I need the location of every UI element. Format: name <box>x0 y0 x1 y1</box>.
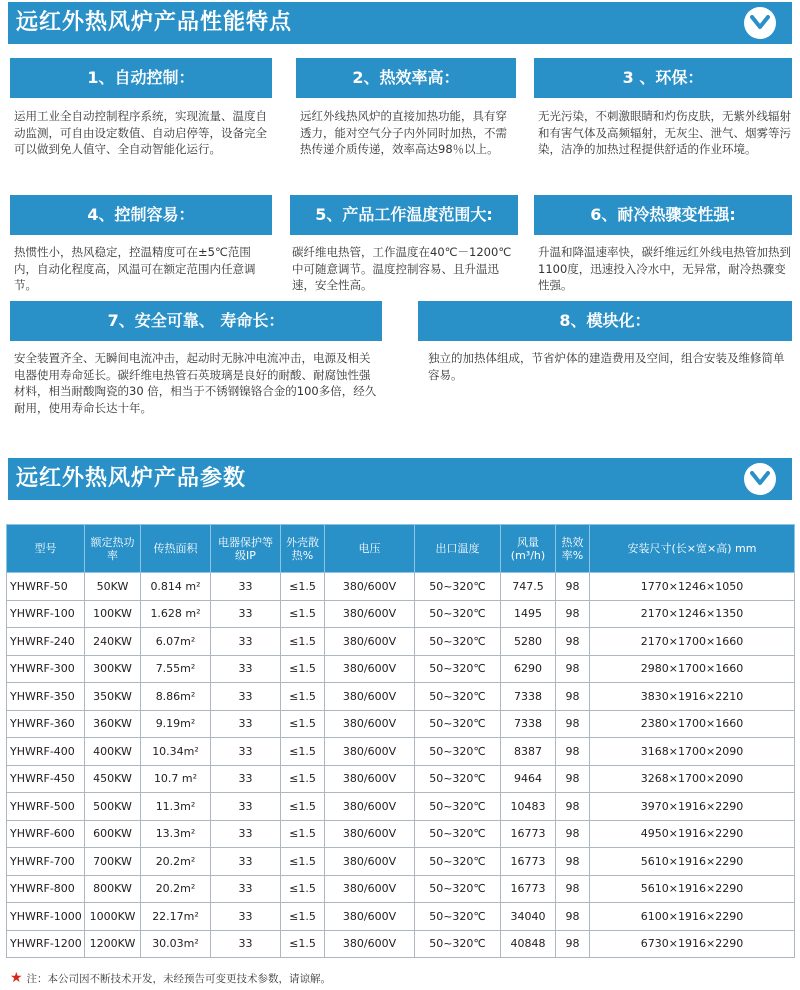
parameters-section-title: 远红外热风炉产品参数 <box>16 466 247 491</box>
table-row <box>7 765 795 793</box>
table-cell: 3268×1700×2090 <box>590 765 795 793</box>
table-cell: 98 <box>556 738 590 766</box>
table-cell: 1.628 m² <box>141 600 211 628</box>
column-header: 安装尺寸(长×宽×高) mm <box>590 525 795 573</box>
table-cell: 380/600V <box>325 710 415 738</box>
table-cell: 100KW <box>85 600 141 628</box>
feature-4-head: 4、控制容易： <box>10 195 272 235</box>
column-header: 传热面积 <box>141 525 211 573</box>
table-cell: 33 <box>211 848 281 876</box>
table-cell: 50~320℃ <box>415 738 501 766</box>
table-cell: 33 <box>211 820 281 848</box>
table-cell: 380/600V <box>325 573 415 601</box>
parameters-table <box>6 524 795 958</box>
column-header: 额定热功率 <box>85 525 141 573</box>
table-cell: 1200KW <box>85 930 141 958</box>
table-cell: ≤1.5 <box>281 848 325 876</box>
table-cell: 11.3m² <box>141 793 211 821</box>
table-cell: 8.86m² <box>141 683 211 711</box>
table-row <box>7 655 795 683</box>
table-row <box>7 793 795 821</box>
feature-4-body: 热惯性小，热风稳定，控温精度可在±5℃范围内，自动化程度高，风温可在额定范围内任意调节。 <box>14 245 256 292</box>
table-cell: 98 <box>556 628 590 656</box>
table-cell: 98 <box>556 765 590 793</box>
table-cell: 400KW <box>85 738 141 766</box>
table-cell: 380/600V <box>325 628 415 656</box>
table-cell: 50~320℃ <box>415 875 501 903</box>
feature-8-head: 8、模块化： <box>418 301 792 341</box>
feature-5-body: 碳纤维电热管，工作温度在40℃－1200℃中可随意调节。温度控制容易、且升温迅速，安全性高。 <box>292 245 512 292</box>
table-cell: 50~320℃ <box>415 573 501 601</box>
table-cell: 50~320℃ <box>415 793 501 821</box>
table-cell: 98 <box>556 573 590 601</box>
table-cell: YHWRF-1000 <box>7 903 85 931</box>
table-cell: 380/600V <box>325 655 415 683</box>
table-cell: YHWRF-700 <box>7 848 85 876</box>
table-cell: 13.3m² <box>141 820 211 848</box>
table-cell: 98 <box>556 600 590 628</box>
table-row <box>7 628 795 656</box>
table-cell: 240KW <box>85 628 141 656</box>
table-cell: ≤1.5 <box>281 875 325 903</box>
feature-1-body: 运用工业全自动控制程序系统，实现流量、温度自动监测，可自由设定数值、自动启停等，设备完全可以做到免人值守、全自动智能化运行。 <box>14 109 267 156</box>
table-cell: 50~320℃ <box>415 710 501 738</box>
table-cell: 380/600V <box>325 683 415 711</box>
table-cell: 3168×1700×2090 <box>590 738 795 766</box>
table-cell: 22.17m² <box>141 903 211 931</box>
table-cell: 33 <box>211 793 281 821</box>
table-cell: 1495 <box>501 600 556 628</box>
feature-3-body: 无光污染，不刺激眼睛和灼伤皮肤，无紫外线辐射和有害气体及高频辐射，无灰尘、泄气、烟雾等污染，洁净的加热过程提供舒适的作业环境。 <box>538 109 791 156</box>
table-cell: 380/600V <box>325 820 415 848</box>
table-cell: 380/600V <box>325 738 415 766</box>
table-cell: 380/600V <box>325 793 415 821</box>
table-cell: 34040 <box>501 903 556 931</box>
table-cell: 10.7 m² <box>141 765 211 793</box>
table-cell: 7338 <box>501 710 556 738</box>
table-cell: 98 <box>556 848 590 876</box>
features-section-title: 远红外热风炉产品性能特点 <box>16 10 293 35</box>
feature-5-head: 5、产品工作温度范围大: <box>290 195 518 235</box>
table-cell: 50KW <box>85 573 141 601</box>
table-cell: 9464 <box>501 765 556 793</box>
table-cell: 98 <box>556 930 590 958</box>
table-cell: 33 <box>211 765 281 793</box>
table-cell: 2380×1700×1660 <box>590 710 795 738</box>
table-cell: 50~320℃ <box>415 655 501 683</box>
table-cell: 98 <box>556 793 590 821</box>
table-row <box>7 600 795 628</box>
table-cell: 98 <box>556 903 590 931</box>
table-cell: ≤1.5 <box>281 765 325 793</box>
table-cell: ≤1.5 <box>281 820 325 848</box>
table-cell: 380/600V <box>325 875 415 903</box>
table-cell: 360KW <box>85 710 141 738</box>
column-header: 出口温度 <box>415 525 501 573</box>
table-cell: 8387 <box>501 738 556 766</box>
features-section-banner <box>8 2 792 44</box>
table-cell: 33 <box>211 573 281 601</box>
table-body <box>7 573 795 958</box>
table-cell: 50~320℃ <box>415 628 501 656</box>
table-cell: 33 <box>211 628 281 656</box>
expand-parameters-button[interactable] <box>744 463 776 495</box>
table-cell: 50~320℃ <box>415 600 501 628</box>
table-cell: ≤1.5 <box>281 683 325 711</box>
table-cell: YHWRF-50 <box>7 573 85 601</box>
table-cell: 10.34m² <box>141 738 211 766</box>
table-row <box>7 683 795 711</box>
table-cell: YHWRF-450 <box>7 765 85 793</box>
table-cell: 800KW <box>85 875 141 903</box>
table-cell: YHWRF-400 <box>7 738 85 766</box>
table-cell: 33 <box>211 738 281 766</box>
column-header: 型号 <box>7 525 85 573</box>
chevron-down-icon <box>750 15 770 31</box>
table-row <box>7 820 795 848</box>
table-row <box>7 875 795 903</box>
feature-2-head: 2、热效率高： <box>296 58 516 98</box>
table-cell: 20.2m² <box>141 848 211 876</box>
table-cell: YHWRF-800 <box>7 875 85 903</box>
table-cell: 33 <box>211 930 281 958</box>
table-cell: 380/600V <box>325 903 415 931</box>
column-header: 电器保护等级IP <box>211 525 281 573</box>
table-cell: 10483 <box>501 793 556 821</box>
table-cell: 50~320℃ <box>415 765 501 793</box>
table-cell: 33 <box>211 903 281 931</box>
table-cell: 16773 <box>501 848 556 876</box>
table-cell: 1770×1246×1050 <box>590 573 795 601</box>
star-icon: ★ <box>10 970 23 986</box>
table-cell: 50~320℃ <box>415 820 501 848</box>
column-header: 电压 <box>325 525 415 573</box>
table-cell: 6290 <box>501 655 556 683</box>
table-cell: ≤1.5 <box>281 738 325 766</box>
table-cell: 33 <box>211 683 281 711</box>
footnote-text: 注：本公司因不断技术开发，未经预告可变更技术参数，请谅解。 <box>26 973 332 985</box>
table-cell: 33 <box>211 655 281 683</box>
table-cell: 6100×1916×2290 <box>590 903 795 931</box>
column-header: 热效率% <box>556 525 590 573</box>
table-cell: YHWRF-240 <box>7 628 85 656</box>
table-row <box>7 573 795 601</box>
footnote <box>10 970 331 986</box>
table-cell: 50~320℃ <box>415 903 501 931</box>
feature-2-body: 远红外线热风炉的直接加热功能，具有穿透力，能对空气分子内外同时加热，不需热传递介质传递，效率高达98％以上。 <box>300 109 507 156</box>
table-cell: 380/600V <box>325 930 415 958</box>
feature-6-body: 升温和降温速率快，碳纤维远红外线电热管加热到1100度，迅速投入冷水中，无异常，耐冷热骤变性强。 <box>538 245 791 292</box>
table-row <box>7 710 795 738</box>
table-cell: 98 <box>556 710 590 738</box>
table-cell: ≤1.5 <box>281 655 325 683</box>
table-cell: 300KW <box>85 655 141 683</box>
table-cell: 98 <box>556 655 590 683</box>
table-cell: 380/600V <box>325 848 415 876</box>
table-cell: 1000KW <box>85 903 141 931</box>
table-cell: 2170×1246×1350 <box>590 600 795 628</box>
table-cell: 98 <box>556 875 590 903</box>
table-cell: ≤1.5 <box>281 710 325 738</box>
table-cell: YHWRF-1200 <box>7 930 85 958</box>
table-cell: 16773 <box>501 820 556 848</box>
table-cell: 33 <box>211 600 281 628</box>
table-cell: 5610×1916×2290 <box>590 848 795 876</box>
table-cell: 5280 <box>501 628 556 656</box>
table-cell: 6.07m² <box>141 628 211 656</box>
table-cell: ≤1.5 <box>281 903 325 931</box>
table-cell: 7338 <box>501 683 556 711</box>
table-cell: 350KW <box>85 683 141 711</box>
chevron-down-icon <box>750 471 770 487</box>
table-cell: YHWRF-100 <box>7 600 85 628</box>
table-cell: ≤1.5 <box>281 793 325 821</box>
feature-7-head: 7、安全可靠、 寿命长： <box>10 301 382 341</box>
table-cell: 2980×1700×1660 <box>590 655 795 683</box>
table-cell: 33 <box>211 710 281 738</box>
table-cell: 98 <box>556 820 590 848</box>
table-cell: 0.814 m² <box>141 573 211 601</box>
table-header-row <box>7 525 795 573</box>
table-row <box>7 903 795 931</box>
table-cell: ≤1.5 <box>281 628 325 656</box>
feature-8-body: 独立的加热体组成，节省炉体的建造费用及空间，组合安装及维修简单容易。 <box>428 351 785 382</box>
table-cell: 50~320℃ <box>415 930 501 958</box>
table-cell: 50~320℃ <box>415 683 501 711</box>
column-header: 风量(m³/h) <box>501 525 556 573</box>
table-cell: 380/600V <box>325 600 415 628</box>
table-cell: 747.5 <box>501 573 556 601</box>
table-cell: 380/600V <box>325 765 415 793</box>
table-cell: YHWRF-300 <box>7 655 85 683</box>
table-cell: 2170×1700×1660 <box>590 628 795 656</box>
table-row <box>7 848 795 876</box>
table-cell: ≤1.5 <box>281 600 325 628</box>
table-cell: YHWRF-360 <box>7 710 85 738</box>
table-cell: 50~320℃ <box>415 848 501 876</box>
table-cell: 600KW <box>85 820 141 848</box>
table-cell: 40848 <box>501 930 556 958</box>
table-cell: 33 <box>211 875 281 903</box>
table-cell: 450KW <box>85 765 141 793</box>
table-cell: ≤1.5 <box>281 930 325 958</box>
table-cell: 3830×1916×2210 <box>590 683 795 711</box>
table-cell: YHWRF-350 <box>7 683 85 711</box>
parameters-section-banner <box>8 458 792 500</box>
table-cell: 6730×1916×2290 <box>590 930 795 958</box>
table-cell: 16773 <box>501 875 556 903</box>
table-cell: 3970×1916×2290 <box>590 793 795 821</box>
table-cell: 4950×1916×2290 <box>590 820 795 848</box>
table-cell: 700KW <box>85 848 141 876</box>
table-cell: YHWRF-500 <box>7 793 85 821</box>
table-cell: YHWRF-600 <box>7 820 85 848</box>
feature-6-head: 6、耐冷热骤变性强: <box>534 195 792 235</box>
feature-3-head: 3 、环保： <box>534 58 792 98</box>
table-cell: 7.55m² <box>141 655 211 683</box>
table-cell: 98 <box>556 683 590 711</box>
expand-features-button[interactable] <box>744 7 776 39</box>
table-cell: ≤1.5 <box>281 573 325 601</box>
table-row <box>7 738 795 766</box>
table-cell: 5610×1916×2290 <box>590 875 795 903</box>
feature-7-body: 安全装置齐全、无瞬间电流冲击，起动时无脉冲电流冲击，电源及相关电器使用寿命延长。碳纤维电热管石英玻璃是良好的耐酸、耐腐蚀性强材料，相当耐酸陶瓷的30 倍，相当于不锈钢镍铬合金的100多倍，经久耐用，使用寿命长达十年。 <box>14 351 377 415</box>
table-cell: 30.03m² <box>141 930 211 958</box>
table-cell: 20.2m² <box>141 875 211 903</box>
table-cell: 500KW <box>85 793 141 821</box>
column-header: 外壳散热% <box>281 525 325 573</box>
feature-1-head: 1、自动控制： <box>10 58 272 98</box>
table-cell: 9.19m² <box>141 710 211 738</box>
table-row <box>7 930 795 958</box>
